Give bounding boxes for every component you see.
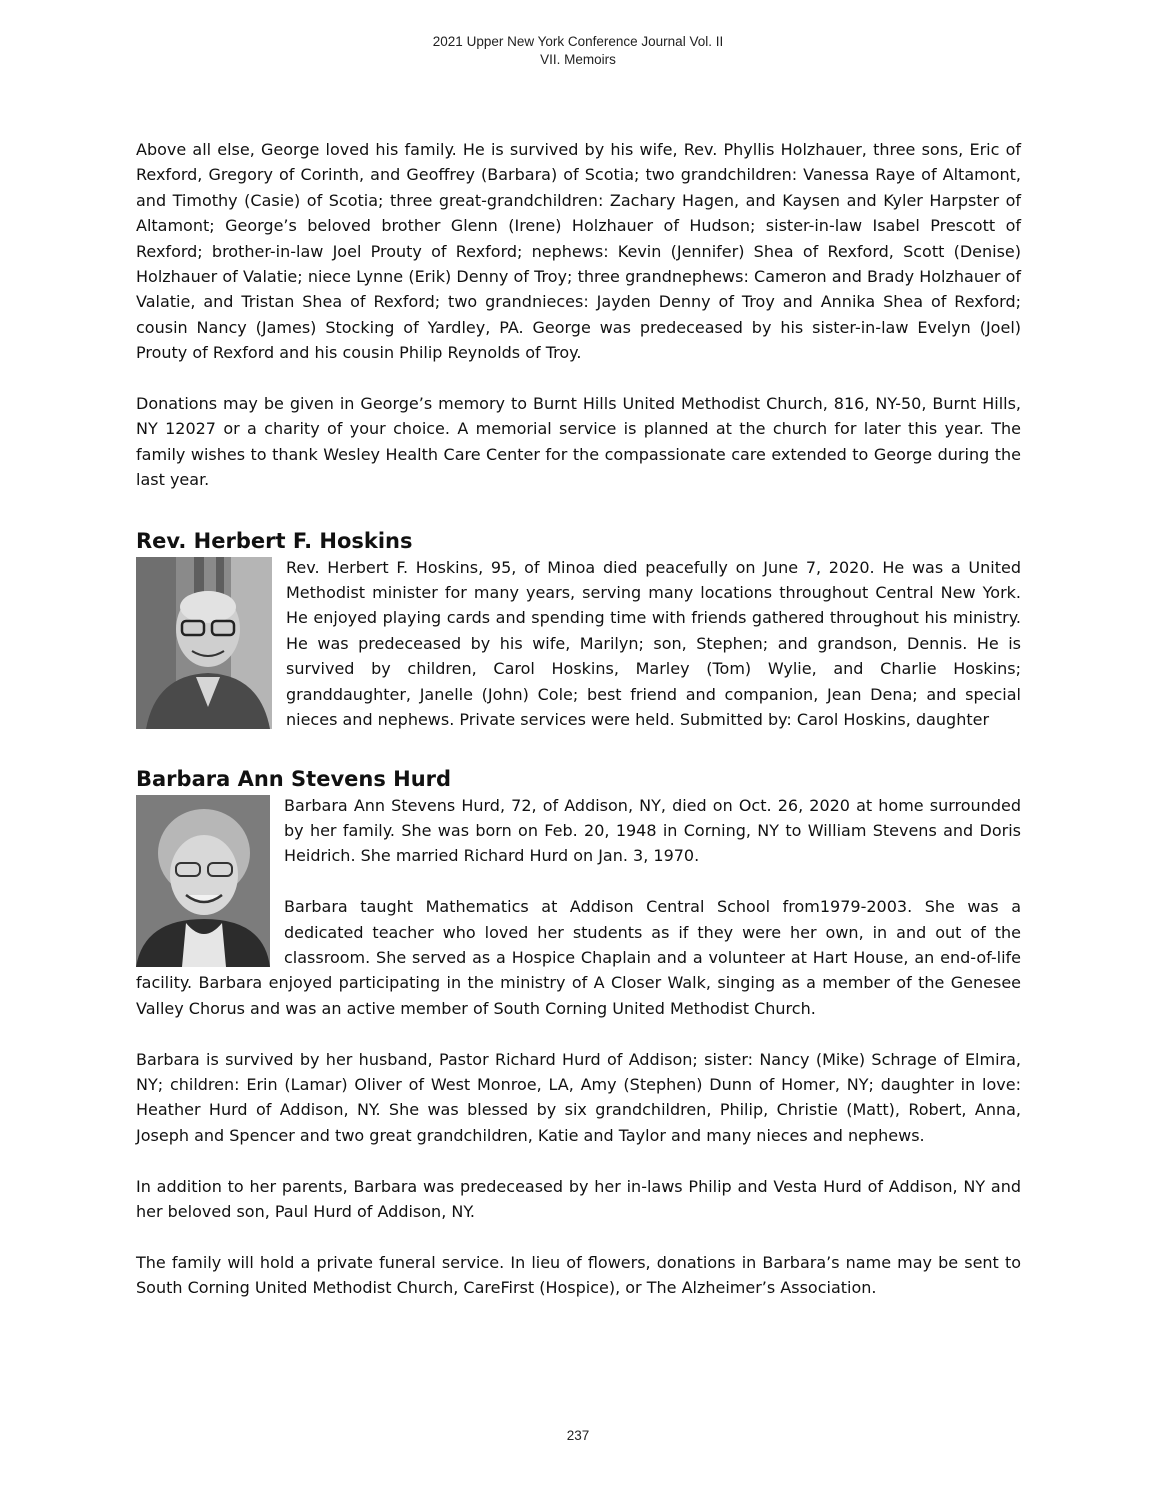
memoir-title-hurd: Barbara Ann Stevens Hurd	[136, 766, 452, 791]
holzhauer-family-paragraph: Above all else, George loved his family. He is survived by his wife, Rev. Phyllis Holzhauer, three sons, Eric of Rexford, Gregory of Corinth, and Geoffrey (Barbara) of Scotia; two grandchildren: Vanessa Raye of Altamont, and Timothy (Casie) of Scotia; three great-grandchildren: Zachary Hagen, and Kaysen and Kyler Harpster of Altamont; George’s beloved brother Glenn (Irene) Holzhauer of Hudson; sister-in-law Isabel Prescott of Rexford; brother-in-law Joel Prouty of Rexford; nephews: Kevin (Jennifer) Shea of Rexford, Scott (Denise) Holzhauer of Valatie; niece Lynne (Erik) Denny of Troy; three grandnephews: Cameron and Brady Holzhauer of Valatie, and Tristan Shea of Rexford; two grandnieces: Jayden Denny of Troy and Annika Shea of Rexford; cousin Nancy (James) Stocking of Yardley, PA. George was predeceased by his sister-in-law Evelyn (Joel) Prouty of Rexford and his cousin Philip Reynolds of Troy.	[136, 140, 1021, 363]
portrait-photo-hurd	[136, 795, 270, 967]
journal-title: 2021 Upper New York Conference Journal Vol. II	[432, 34, 724, 49]
memoir-hoskins	[136, 555, 1021, 733]
hoskins-memoir-text: Rev. Herbert F. Hoskins, 95, of Minoa died peacefully on June 7, 2020. He was a United Methodist minister for many years, serving many locations throughout Central New York. He enjoyed playing cards and spending time with friends gathered throughout his ministry. He was predeceased by his wife, Marilyn; son, Stephen; and grandson, Dennis. He is survived by children, Carol Hoskins, Marley (Tom) Wylie, and Charlie Hoskins; granddaughter, Janelle (John) Cole; best friend and companion, Jean Dena; and special nieces and nephews. Private services were held. Submitted by: Carol Hoskins, daughter	[286, 557, 1021, 730]
hurd-memoir-paragraph-4: In addition to her parents, Barbara was predeceased by her in-laws Philip and Vesta Hurd of Addison, NY and her beloved son, Paul Hurd of Addison, NY.	[136, 1176, 1021, 1221]
portrait-image	[136, 795, 270, 967]
portrait-photo-hoskins	[136, 557, 272, 729]
portrait-image	[136, 557, 272, 729]
page-content	[136, 137, 1021, 1301]
hurd-memoir-paragraph-5: The family will hold a private funeral service. In lieu of flowers, donations in Barbara’s name may be sent to South Corning United Methodist Church, CareFirst (Hospice), or The Alzheimer’s Association.	[136, 1252, 1021, 1298]
page-number: 237	[566, 1428, 590, 1443]
hurd-memoir-paragraph-3: Barbara is survived by her husband, Pastor Richard Hurd of Addison; sister: Nancy (Mike) Schrage of Elmira, NY; children: Erin (Lamar) Oliver of West Monroe, LA, Amy (Stephen) Dunn of Homer, NY; daughter in love: Heather Hurd of Addison, NY. She was blessed by six grandchildren, Philip, Christie (Matt), Robert, Anna, Joseph and Spencer and two great grandchildren, Katie and Taylor and many nieces and nephews.	[136, 1049, 1021, 1145]
section-name: VII. Memoirs	[540, 52, 616, 67]
page-header	[0, 33, 1156, 69]
holzhauer-donations-paragraph: Donations may be given in George’s memory to Burnt Hills United Methodist Church, 816, NY-50, Burnt Hills, NY 12027 or a charity of your choice. A memorial service is planned at the church for later this year. The family wishes to thank Wesley Health Care Center for the compassionate care extended to George during the last year.	[136, 394, 1021, 490]
memoir-hurd	[136, 793, 1021, 1022]
hurd-memoir-paragraph-2: Barbara taught Mathematics at Addison Central School from1979-2003. She was a dedicated teacher who loved her students as if they were her own, in and out of the classroom. She served as a Hospice Chaplain and a volunteer at Hart House, an end-of-life facility. Barbara enjoyed participating in the ministry of A Closer Walk, singing as a member of the Genesee Valley Chorus and was an active member of South Corning United Methodist Church.	[136, 897, 1021, 1018]
hurd-memoir-paragraph-1: Barbara Ann Stevens Hurd, 72, of Addison, NY, died on Oct. 26, 2020 at home surrounded by her family. She was born on Feb. 20, 1948 in Corning, NY to William Stevens and Doris Heidrich. She married Richard Hurd on Jan. 3, 1970.	[284, 795, 1021, 866]
memoir-title-hoskins: Rev. Herbert F. Hoskins	[136, 528, 413, 553]
